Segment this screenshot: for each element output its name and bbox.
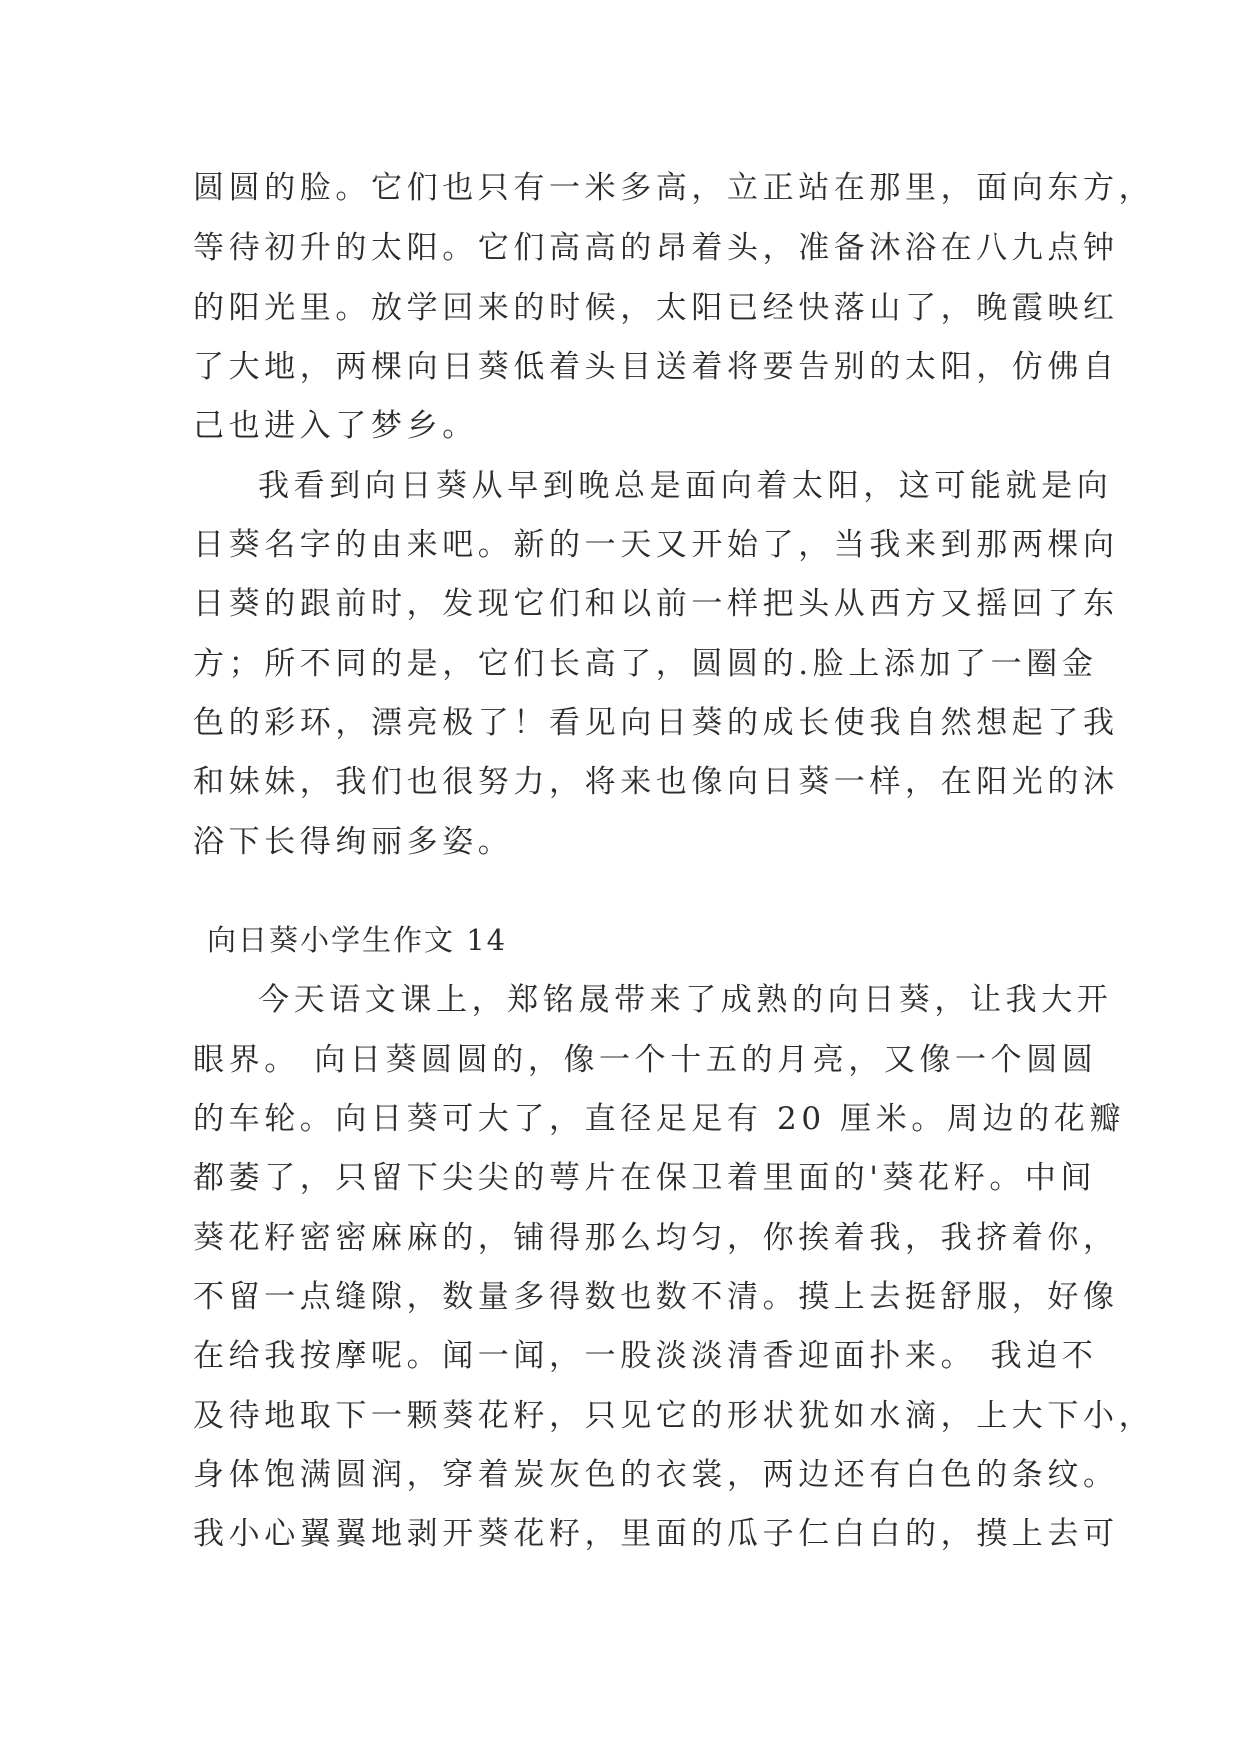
text-line: 日葵名字的由来吧。新的一天又开始了，当我来到那两棵向	[193, 527, 1119, 563]
text-line: 圆圆的脸。它们也只有一米多高，立正站在那里，面向东方，	[193, 170, 1155, 206]
text-line: 不留一点缝隙，数量多得数也数不清。摸上去挺舒服，好像	[193, 1279, 1119, 1315]
text-line: 等待初升的太阳。它们高高的昂着头，准备沐浴在八九点钟	[193, 230, 1119, 266]
text-line: 和妹妹，我们也很努力，将来也像向日葵一样，在阳光的沐	[193, 764, 1119, 800]
text-line: 日葵的跟前时，发现它们和以前一样把头从西方又摇回了东	[193, 586, 1119, 622]
text-line: 身体饱满圆润，穿着炭灰色的衣裳，两边还有白色的条纹。	[193, 1457, 1119, 1493]
text-line: 色的彩环，漂亮极了！看见向日葵的成长使我自然想起了我	[193, 705, 1119, 741]
section-heading: 向日葵小学生作文 14	[207, 923, 508, 957]
text-line: 的车轮。向日葵可大了，直径足足有 20 厘米。周边的花瓣	[193, 1101, 1125, 1137]
text-line: 今天语文课上，郑铭晟带来了成熟的向日葵，让我大开	[258, 982, 1113, 1018]
text-line: 都萎了，只留下尖尖的萼片在保卫着里面的'葵花籽。中间	[193, 1160, 1097, 1196]
text-line: 方；所不同的是，它们长高了，圆圆的.脸上添加了一圈金	[193, 646, 1098, 682]
text-line: 我看到向日葵从早到晚总是面向着太阳，这可能就是向	[258, 468, 1113, 504]
text-line: 的阳光里。放学回来的时候，太阳已经快落山了，晚霞映红	[193, 290, 1119, 326]
text-line: 及待地取下一颗葵花籽，只见它的形状犹如水滴，上大下小，	[193, 1398, 1155, 1434]
text-line: 浴下长得绚丽多姿。	[193, 824, 514, 860]
text-line: 在给我按摩呢。闻一闻，一股淡淡清香迎面扑来。 我迫不	[193, 1338, 1098, 1374]
text-line: 我小心翼翼地剥开葵花籽，里面的瓜子仁白白的，摸上去可	[193, 1516, 1119, 1552]
text-line: 眼界。 向日葵圆圆的，像一个十五的月亮，又像一个圆圆	[193, 1042, 1098, 1078]
text-line: 葵花籽密密麻麻的，铺得那么均匀，你挨着我，我挤着你，	[193, 1220, 1119, 1256]
text-line: 己也进入了梦乡。	[193, 408, 478, 444]
text-line: 了大地，两棵向日葵低着头目送着将要告别的太阳，仿佛自	[193, 349, 1119, 385]
